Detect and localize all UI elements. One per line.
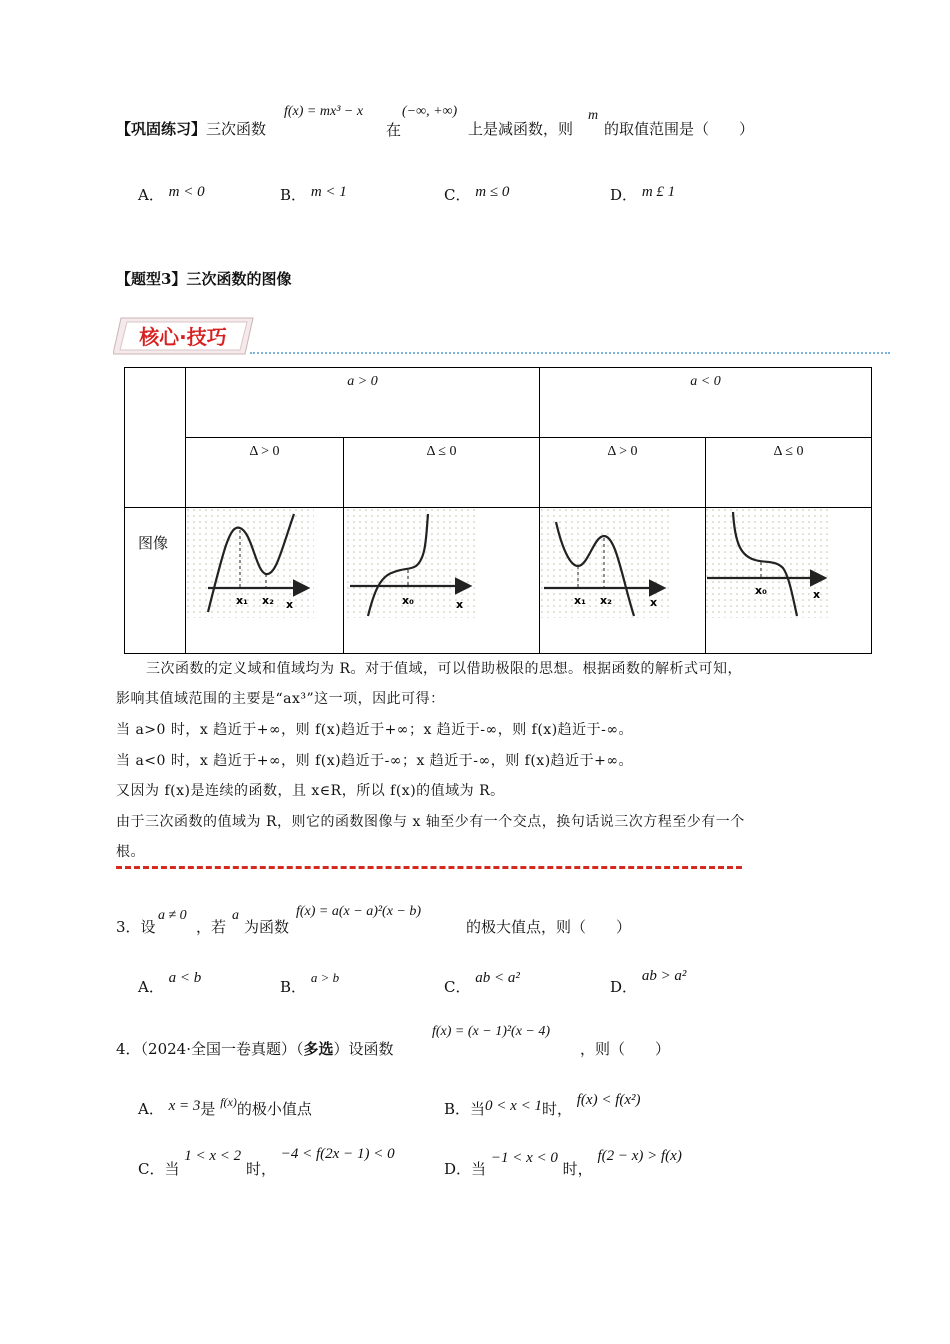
option-math: 1 < x < 2: [184, 1148, 242, 1164]
option-text-1: 是: [200, 1100, 216, 1118]
option-letter: D．: [444, 1160, 472, 1178]
q3-text-2: 为函数: [244, 918, 290, 936]
option-text-1: 当: [164, 1160, 180, 1178]
x-label: x: [286, 598, 294, 611]
red-dash-divider: [116, 866, 742, 869]
q3-text-1: ，若: [196, 918, 227, 936]
q3-option-d[interactable]: [610, 968, 687, 997]
option-letter: A．: [138, 978, 164, 996]
badge-divider: [250, 352, 890, 354]
q3-text-num: 3．设: [116, 918, 156, 936]
note-line-1: 三次函数的定义域和值域均为 R。对于值域，可以借助极限的思想。根据函数的解析式可知，: [146, 661, 742, 677]
graph-a-pos-delta-pos: [186, 508, 314, 618]
x-label: x: [650, 596, 658, 609]
practice-question: [116, 118, 266, 139]
note-line-5: 又因为 f(x)是连续的函数，且 x∈R，所以 f(x)的值域为 R。: [116, 783, 505, 799]
note-line-2: 影响其值域范围的主要是“ax³”这一项，因此可得：: [116, 691, 445, 707]
header-delta-le-1: [344, 438, 540, 508]
option-text: m £ 1: [641, 184, 676, 200]
option-math: x = 3: [168, 1098, 201, 1114]
q4-header: [116, 1038, 394, 1059]
x-label: x: [456, 598, 464, 611]
option-text: m < 0: [168, 184, 205, 200]
corner-cell: [125, 368, 186, 508]
q4-function: f(x) = (x − 1)²(x − 4): [432, 1024, 551, 1039]
q4-option-d[interactable]: [444, 1148, 682, 1179]
graph-a-neg-delta-pos: [540, 508, 670, 618]
practice-option-a[interactable]: [138, 184, 205, 205]
option-text-2: 时，: [245, 1160, 276, 1178]
option-text-2: 的极小值点: [236, 1100, 312, 1118]
note-line-3: 当 a>0 时，x 趋近于+∞，则 f(x)趋近于+∞；x 趋近于-∞，则 f(x)趋近于-∞。: [116, 722, 634, 738]
delta-positive-label: Δ > 0: [249, 444, 280, 459]
header-a-pos: [186, 368, 540, 438]
practice-label: 【巩固练习】: [116, 120, 207, 138]
row-label-cell: [125, 508, 186, 654]
option-text: ab > a²: [641, 968, 687, 984]
q4-option-b[interactable]: [444, 1092, 641, 1119]
header-delta-le-2: [706, 438, 872, 508]
x0-label: x₀: [755, 584, 767, 597]
graph-a-neg-delta-le: [705, 508, 829, 618]
badge-text: 核心·技巧: [139, 325, 227, 349]
option-math: −1 < x < 0: [490, 1150, 558, 1166]
option-function: f(x): [220, 1095, 237, 1109]
a-positive-label: a > 0: [347, 374, 378, 389]
q4-text-1: ）设函数: [333, 1040, 394, 1058]
option-text: m ≤ 0: [475, 184, 510, 200]
practice-option-d[interactable]: [610, 184, 675, 205]
practice-text-3: 上是减函数，则: [468, 120, 574, 138]
q4-option-a[interactable]: [138, 1095, 312, 1119]
option-text-1: 当: [470, 1100, 486, 1118]
option-letter: D．: [610, 978, 638, 996]
option-result: −4 < f(2x − 1) < 0: [280, 1146, 395, 1162]
q3-text-3: 的极大值点，则（ ）: [466, 918, 632, 936]
option-letter: C．: [444, 978, 471, 996]
graph-row-label: 图像: [138, 534, 169, 552]
note-line-4: 当 a<0 时，x 趋近于+∞，则 f(x)趋近于-∞；x 趋近于-∞，则 f(x)趋近于+∞。: [116, 753, 634, 769]
option-result: f(2 − x) > f(x): [597, 1148, 682, 1164]
q4-multi-label: 多选: [303, 1040, 334, 1058]
practice-text-4: 的取值范围是（ ）: [604, 120, 755, 138]
practice-interval: (−∞, +∞): [402, 104, 458, 119]
delta-positive-label: Δ > 0: [607, 444, 638, 459]
option-letter: B．: [444, 1100, 471, 1118]
q3-option-c[interactable]: [444, 970, 520, 997]
delta-nonpositive-label: Δ ≤ 0: [773, 444, 804, 459]
graph-a-pos-delta-le: [346, 508, 476, 618]
header-a-neg: [540, 368, 872, 438]
practice-text-1: 三次函数: [206, 120, 267, 138]
option-letter: C．: [444, 186, 471, 204]
q3-var-a: a: [232, 908, 239, 923]
header-delta-pos-1: [186, 438, 344, 508]
option-text: a < b: [168, 970, 202, 986]
header-delta-pos-2: [540, 438, 706, 508]
section-title: 【题型3】三次函数的图像: [116, 270, 292, 288]
delta-nonpositive-label: Δ ≤ 0: [426, 444, 457, 459]
x1-label: x₁: [236, 594, 248, 607]
option-text: m < 1: [310, 184, 347, 200]
note-line-7: 根。: [116, 844, 145, 860]
x0-label: x₀: [402, 594, 414, 607]
x1-label: x₁: [574, 594, 586, 607]
x2-label: x₂: [262, 594, 274, 607]
option-letter: B．: [280, 186, 307, 204]
q3-option-a[interactable]: [138, 970, 202, 997]
option-text-2: 时，: [562, 1160, 593, 1178]
core-skill-badge: [113, 316, 255, 356]
a-negative-label: a < 0: [690, 374, 721, 389]
option-letter: D．: [610, 186, 638, 204]
q4-text-num: 4．（2024·全国一卷真题）（: [116, 1040, 304, 1058]
option-letter: C．: [138, 1160, 165, 1178]
option-result: f(x) < f(x²): [576, 1092, 641, 1108]
q3-function: f(x) = a(x − a)²(x − b): [296, 904, 422, 919]
note-line-6: 由于三次函数的值域为 R，则它的函数图像与 x 轴至少有一个交点，换句话说三次方程至少有一个: [116, 814, 745, 830]
practice-text-2: 在: [386, 121, 402, 139]
practice-function: f(x) = mx³ − x: [284, 104, 364, 119]
q4-text-2: ，则（ ）: [580, 1040, 671, 1058]
practice-option-b[interactable]: [280, 184, 347, 205]
practice-var-m: m: [588, 108, 599, 123]
option-math: 0 < x < 1: [485, 1098, 542, 1114]
q3-option-b[interactable]: [280, 970, 340, 997]
option-letter: A．: [138, 186, 164, 204]
option-text: ab < a²: [475, 970, 520, 986]
practice-option-c[interactable]: [444, 184, 509, 205]
option-letter: B．: [280, 978, 307, 996]
x-label: x: [813, 588, 821, 601]
option-text: a > b: [310, 970, 340, 985]
q4-option-c[interactable]: [138, 1146, 395, 1179]
q3-condition: a ≠ 0: [158, 908, 187, 923]
option-text-1: 当: [471, 1160, 487, 1178]
x2-label: x₂: [600, 594, 612, 607]
option-letter: A．: [138, 1100, 164, 1118]
option-text-2: 时，: [541, 1100, 572, 1118]
